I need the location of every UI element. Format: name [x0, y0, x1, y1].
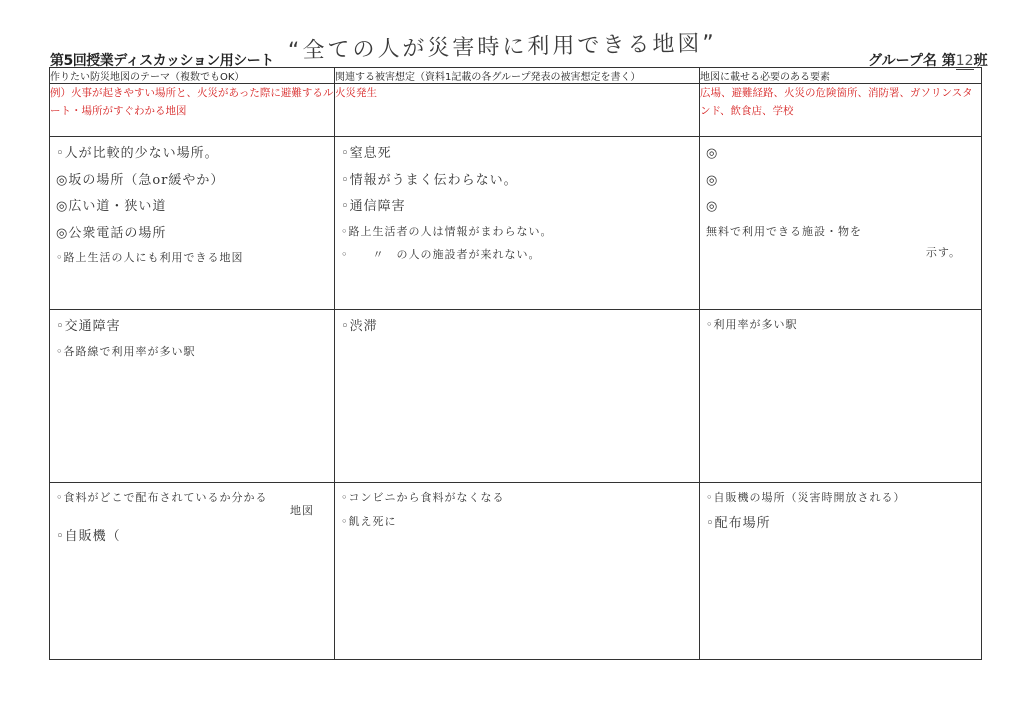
example-theme: 例）火事が起きやすい場所と、火災があった際に避難するルート・場所がすぐわかる地図 [50, 84, 335, 137]
handwritten-note: ◦飢え死に [341, 514, 397, 528]
row1-theme-cell [50, 137, 335, 310]
header-elements: 地図に載せる必要のある要素 [700, 68, 982, 84]
row3-theme-cell [50, 483, 335, 660]
handwritten-note: 無料で利用できる施設・物を [706, 224, 862, 238]
header-damage: 関連する被害想定（資料1記載の各グループ発表の被害想定を書く） [335, 68, 700, 84]
row1-damage-cell [335, 137, 700, 310]
handwritten-note: ◦各路線で利用率が多い駅 [56, 344, 196, 358]
row3-damage-cell [335, 483, 700, 660]
handwritten-note: 地図 [290, 503, 314, 517]
header-theme: 作りたい防災地図のテーマ（複数でもOK） [50, 68, 335, 84]
handwritten-theme-title: “全ての人が災害時に利用できる地図” [287, 31, 718, 64]
discussion-row-1 [50, 137, 982, 310]
row1-elements-cell [700, 137, 982, 310]
row2-damage-cell [335, 310, 700, 483]
handwritten-note: ◦配布場所 [706, 515, 771, 531]
example-row [50, 84, 982, 137]
row3-elements-cell [700, 483, 982, 660]
discussion-row-3 [50, 483, 982, 660]
handwritten-note: ◦食料がどこで配布されているか分かる [56, 491, 268, 504]
handwritten-note: ◦情報がうまく伝わらない。 [341, 172, 518, 188]
handwritten-note: ◦通信障害 [341, 199, 406, 215]
handwritten-note: ◦窒息死 [341, 146, 392, 161]
handwritten-note: ◦渋滞 [341, 319, 378, 334]
handwritten-note: ◦路上生活者の人は情報がまわらない。 [341, 224, 553, 238]
discussion-row-2 [50, 310, 982, 483]
handwritten-note: ◦利用率が多い駅 [706, 318, 798, 331]
handwritten-note: ◦自販機の場所（災害時開放される） [706, 491, 906, 504]
discussion-table [49, 67, 982, 660]
example-elements: 広場、避難経路、火災の危険箇所、消防署、ガソリンスタンド、飲食店、学校 [700, 84, 982, 137]
handwritten-note: ◦コンビニから食料がなくなる [341, 491, 505, 504]
sheet-title: 第5回授業ディスカッション用シート [50, 53, 274, 69]
handwritten-note: ◎広い道・狭い道 [56, 199, 167, 215]
group-number: 12 [955, 53, 974, 69]
group-label-text: グループ名 第 [868, 53, 956, 69]
handwritten-note: ◦路上生活の人にも利用できる地図 [56, 251, 244, 265]
row2-theme-cell [50, 310, 335, 483]
handwritten-note: ◎坂の場所（急or緩やか） [56, 172, 225, 188]
handwritten-note: ◎公衆電話の場所 [56, 225, 167, 241]
example-damage: 火災発生 [335, 84, 700, 137]
handwritten-note: ◎ [706, 199, 719, 215]
handwritten-note: ◎ [706, 146, 719, 161]
handwritten-note: 示す。 [925, 246, 961, 260]
handwritten-note: ◎ [706, 172, 719, 188]
row2-elements-cell [700, 310, 982, 483]
handwritten-note: ◦ 〃 の人の施設者が来れない。 [341, 248, 541, 262]
handwritten-note: ◦人が比較的少ない場所。 [56, 146, 219, 161]
handwritten-note: ◦交通障害 [56, 319, 121, 334]
handwritten-note: ◦自販機（ [56, 528, 121, 544]
group-suffix: 班 [973, 53, 988, 69]
header-row [50, 68, 982, 84]
